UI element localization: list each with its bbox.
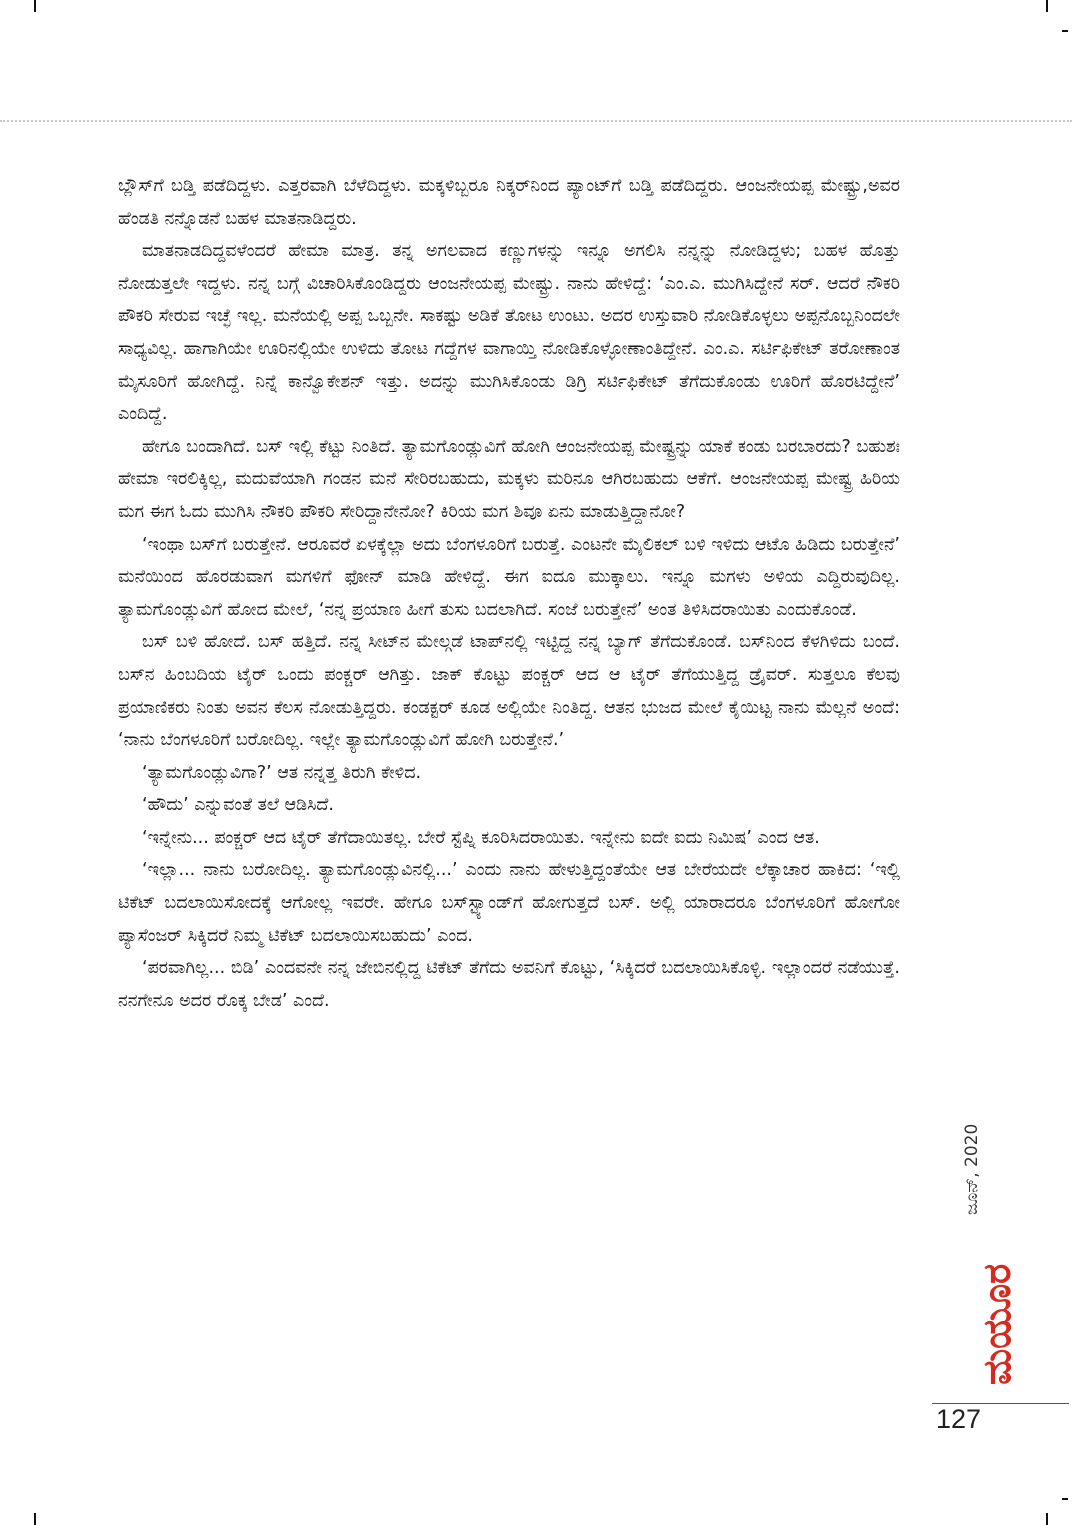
paragraph: ಬಸ್ ಬಳಿ ಹೋದೆ. ಬಸ್ ಹತ್ತಿದೆ. ನನ್ನ ಸೀಟ್‌ನ ಮೇಲ್ಗಡೆ ಟಾಪ್‌ನಲ್ಲಿ ಇಟ್ಟಿದ್ದ ನನ್ನ ಬ್ಯಾಗ್ ತೆಗೆದುಕೊಂಡೆ. ಬಸ್‌ನಿಂದ ಕೆಳಗಿಳಿದು ಬಂದೆ. ಬಸ್‌ನ ಹಿಂಬದಿಯ ಟೈರ್ ಒಂದು ಪಂಕ್ಚರ್ ಆಗಿತ್ತು. ಜಾಕ್ ಕೊಟ್ಟು ಪಂಕ್ಚರ್ ಆದ ಆ ಟೈರ್ ತೆಗೆಯುತ್ತಿದ್ದ ಡ್ರೈವರ್. ಸುತ್ತಲೂ ಕೆಲವು ಪ್ರಯಾಣಿಕರು ನಿಂತು ಅವನ ಕೆಲಸ ನೋಡುತ್ತಿದ್ದರು. ಕಂಡಕ್ಟರ್ ಕೂಡ ಅಲ್ಲಿಯೇ ನಿಂತಿದ್ದ. ಆತನ ಭುಜದ ಮೇಲೆ ಕೈಯಿಟ್ಟ ನಾನು ಮೆಲ್ಲನೆ ಅಂದೆ: ‘ನಾನು ಬೆಂಗಳೂರಿಗೆ ಬರೋದಿಲ್ಲ. ಇಲ್ಲೇ ತ್ಯಾಮಗೊಂಡ್ಲುವಿಗೆ ಹೋಗಿ ಬರುತ್ತೇನೆ.’ [118,632,900,751]
crop-mark-top-right [1046,0,1048,12]
page-number: 127 [936,1404,982,1434]
crop-mark-right-lower [1062,1498,1068,1500]
crop-mark-bottom-right [1046,1513,1048,1525]
paragraph: ಹೇಗೂ ಬಂದಾಗಿದೆ. ಬಸ್ ಇಲ್ಲಿ ಕೆಟ್ಟು ನಿಂತಿದೆ. ತ್ಯಾಮಗೊಂಡ್ಲುವಿಗೆ ಹೋಗಿ ಆಂಜನೇಯಪ್ಪ ಮೇಷ್ಟ್ರನ್ನು ಯಾಕೆ ಕಂಡು ಬರಬಾರದು? ಬಹುಶಃ ಹೇಮಾ ಇರಲಿಕ್ಕಿಲ್ಲ, ಮದುವೆಯಾಗಿ ಗಂಡನ ಮನೆ ಸೇರಿರಬಹುದು, ಮಕ್ಕಳು ಮರಿನೂ ಆಗಿರಬಹುದು ಆಕೆಗೆ. ಆಂಜನೇಯಪ್ಪ ಮೇಷ್ಟ್ರ ಹಿರಿಯ ಮಗ ಈಗ ಓದು ಮುಗಿಸಿ ನೌಕರಿ ಪೌಕರಿ ಸೇರಿದ್ದಾನೇನೋ? ಕಿರಿಯ ಮಗ ಶಿವೂ ಏನು ಮಾಡುತ್ತಿದ್ದಾನೋ? [118,436,900,522]
issue-date: ಜೂನ್, 2020 [962,1123,982,1215]
paragraph: ಮಾತನಾಡದಿದ್ದವಳೆಂದರೆ ಹೇಮಾ ಮಾತ್ರ. ತನ್ನ ಅಗಲವಾದ ಕಣ್ಣುಗಳನ್ನು ಇನ್ನೂ ಅಗಲಿಸಿ ನನ್ನನ್ನು ನೋಡಿದ್ದಳು; ಬಹಳ ಹೊತ್ತು ನೋಡುತ್ತಲೇ ಇದ್ದಳು. ನನ್ನ ಬಗ್ಗೆ ವಿಚಾರಿಸಿಕೊಂಡಿದ್ದರು ಆಂಜನೇಯಪ್ಪ ಮೇಷ್ಟ್ರು. ನಾನು ಹೇಳಿದ್ದೆ: ‘ಎಂ.ಎ. ಮುಗಿಸಿದ್ದೇನೆ ಸರ್. ಆದರೆ ನೌಕರಿ ಪೌಕರಿ ಸೇರುವ ಇಚ್ಛೆ ಇಲ್ಲ. ಮನೆಯಲ್ಲಿ ಅಪ್ಪ ಒಬ್ಬನೇ. ಸಾಕಷ್ಟು ಅಡಿಕೆ ತೋಟ ಉಂಟು. ಅದರ ಉಸ್ತುವಾರಿ ನೋಡಿಕೊಳ್ಳಲು ಅಪ್ಪನೊಬ್ಬನಿಂದಲೇ ಸಾಧ್ಯವಿಲ್ಲ. ಹಾಗಾಗಿಯೇ ಊರಿನಲ್ಲಿಯೇ ಉಳಿದು ತೋಟ ಗದ್ದೆಗಳ ವಾಗಾಯ್ತಿ ನೋಡಿಕೊಳ್ಳೋಣಾಂತಿದ್ದೇನೆ. ಎಂ.ಎ. ಸರ್ಟಿಫಿಕೇಟ್ ತರೋಣಾಂತ ಮೈಸೂರಿಗೆ ಹೋಗಿದ್ದೆ. ನಿನ್ನೆ ಕಾನ್ವೊಕೇಶನ್ ಇತ್ತು. ಅದನ್ನು ಮುಗಿಸಿಕೊಂಡು ಡಿಗ್ರಿ ಸರ್ಟಿಫಿಕೇಟ್ ತೆಗೆದುಕೊಂಡು ಊರಿಗೆ ಹೊರಟಿದ್ದೇನೆ’ ಎಂದಿದ್ದೆ. [118,241,900,425]
paragraph: ಬ್ಲೌಸ್‌ಗೆ ಬಡ್ತಿ ಪಡೆದಿದ್ದಳು. ಎತ್ತರವಾಗಿ ಬೆಳೆದಿದ್ದಳು. ಮಕ್ಕಳಿಬ್ಬರೂ ನಿಕ್ಕರ್‌ನಿಂದ ಪ್ಯಾಂಟ್‌ಗೆ ಬಡ್ತಿ ಪಡೆದಿದ್ದರು. ಆಂಜನೇಯಪ್ಪ ಮೇಷ್ಟ್ರು,ಅವರ ಹೆಂಡತಿ ನನ್ನೊಡನೆ ಬಹಳ ಮಾತನಾಡಿದ್ದರು. [118,176,900,229]
crop-mark-top-left [34,0,36,12]
paragraph: ‘ತ್ಯಾಮಗೊಂಡ್ಲುವಿಗಾ?’ ಆತ ನನ್ನತ್ತ ತಿರುಗಿ ಕೇಳಿದ. [142,762,422,783]
crop-mark-bottom-left [34,1513,36,1525]
header-dotted-rule [0,120,1072,122]
paragraph: ‘ಇಂಥಾ ಬಸ್‌ಗೆ ಬರುತ್ತೇನೆ. ಆರೂವರೆ ಏಳಕ್ಕೆಲ್ಲಾ ಅದು ಬೆಂಗಳೂರಿಗೆ ಬರುತ್ತೆ. ಎಂಟನೇ ಮೈಲಿಕಲ್ ಬಳಿ ಇಳಿದು ಆಟೊ ಹಿಡಿದು ಬರುತ್ತೇನೆ’ ಮನೆಯಿಂದ ಹೊರಡುವಾಗ ಮಗಳಿಗೆ ಫೋನ್ ಮಾಡಿ ಹೇಳಿದ್ದೆ. ಈಗ ಐದೂ ಮುಕ್ಕಾಲು. ಇನ್ನೂ ಮಗಳು ಅಳಿಯ ಎದ್ದಿರುವುದಿಲ್ಲ. ತ್ಯಾಮಗೊಂಡ್ಲುವಿಗೆ ಹೋದ ಮೇಲೆ, ‘ನನ್ನ ಪ್ರಯಾಣ ಹೀಗೆ ತುಸು ಬದಲಾಗಿದೆ. ಸಂಜೆ ಬರುತ್ತೇನೆ’ ಅಂತ ತಿಳಿಸಿದರಾಯಿತು ಎಂದುಕೊಂಡೆ. [118,534,900,620]
paragraph: ‘ಪರವಾಗಿಲ್ಲ... ಬಿಡಿ’ ಎಂದವನೇ ನನ್ನ ಜೇಬಿನಲ್ಲಿದ್ದ ಟಿಕೆಟ್ ತೆಗೆದು ಅವನಿಗೆ ಕೊಟ್ಟು, ‘ಸಿಕ್ಕಿದರೆ ಬದಲಾಯಿಸಿಕೊಳ್ಳಿ. ಇಲ್ಲಾಂದರೆ ನಡೆಯುತ್ತೆ. ನನಗೇನೂ ಅದರ ರೊಕ್ಕ ಬೇಡ’ ಎಂದೆ. [118,958,900,1011]
paragraph: ‘ಇಲ್ಲಾ... ನಾನು ಬರೋದಿಲ್ಲ. ತ್ಯಾಮಗೊಂಡ್ಲುವಿನಲ್ಲಿ...’ ಎಂದು ನಾನು ಹೇಳುತ್ತಿದ್ದಂತೆಯೇ ಆತ ಬೇರೆಯದೇ ಲೆಕ್ಕಾಚಾರ ಹಾಕಿದ: ‘ಇಲ್ಲಿ ಟಿಕೆಟ್ ಬದಲಾಯಿಸೋದಕ್ಕೆ ಆಗೋಲ್ಲ ಇವರೇ. ಹೇಗೂ ಬಸ್‌ಸ್ಟ್ಯಾಂಡ್‌ಗೆ ಹೋಗುತ್ತದೆ ಬಸ್. ಅಲ್ಲಿ ಯಾರಾದರೂ ಬೆಂಗಳೂರಿಗೆ ಹೋಗೋ ಪ್ಯಾಸೆಂಜರ್ ಸಿಕ್ಕಿದರೆ ನಿಮ್ಮ ಟಿಕೆಟ್ ಬದಲಾಯಿಸಬಹುದು’ ಎಂದ. [118,860,900,946]
paragraph: ‘ಇನ್ನೇನು... ಪಂಕ್ಚರ್ ಆದ ಟೈರ್ ತೆಗೆದಾಯಿತಲ್ಲ. ಬೇರೆ ಸ್ಟೆಪ್ನಿ ಕೂರಿಸಿದರಾಯಿತು. ಇನ್ನೇನು ಐದೇ ಐದು ನಿಮಿಷ’ ಎಂದ ಆತ. [142,827,820,848]
crop-mark-right-upper [1062,30,1068,32]
magazine-logo: ಮಯೂರ [975,1263,1019,1385]
article-body [118,170,900,1017]
paragraph: ‘ಹೌದು’ ಎನ್ನುವಂತೆ ತಲೆ ಆಡಿಸಿದೆ. [142,795,334,816]
